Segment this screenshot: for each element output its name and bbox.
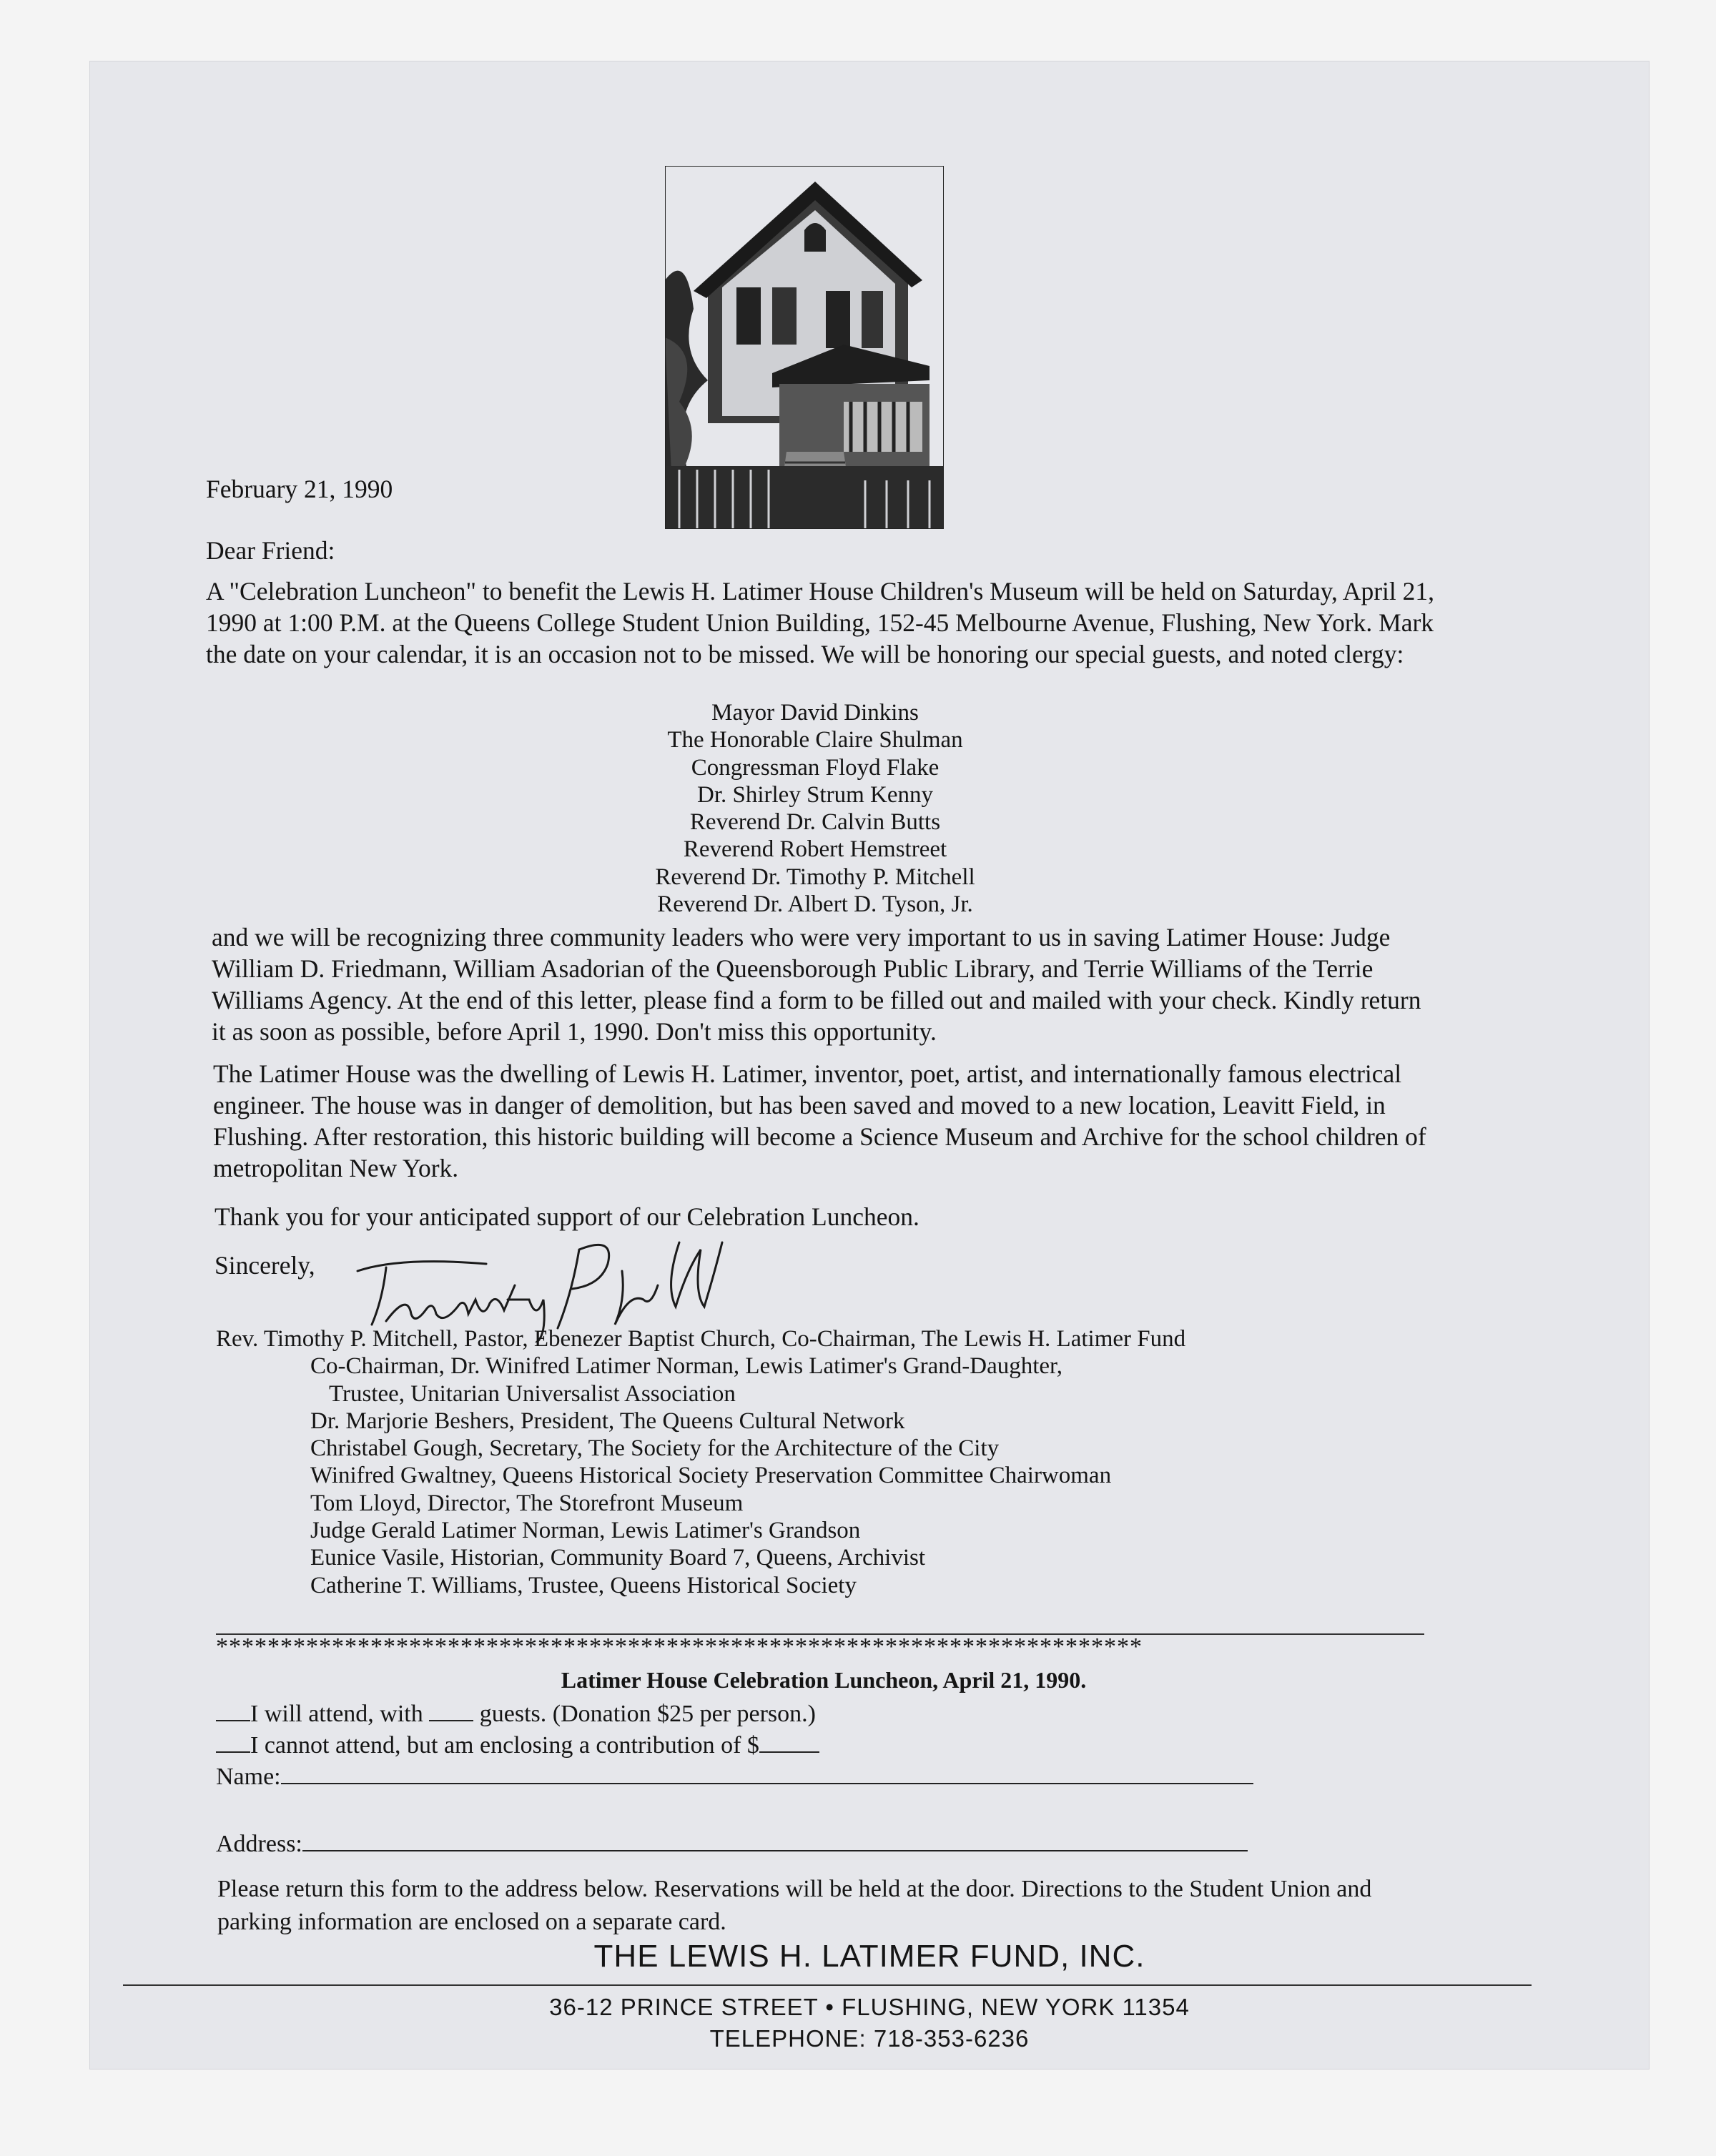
honoree-item: Dr. Shirley Strum Kenny [697, 781, 933, 808]
cannot-attend-checkbox-blank[interactable] [216, 1731, 250, 1753]
honoree-item: Mayor David Dinkins [711, 700, 919, 726]
paragraph-thanks: Thank you for your anticipated support of our Celebration Luncheon. [214, 1202, 919, 1231]
signer-line: Rev. Timothy P. Mitchell, Pastor, Ebenezer Baptist Church, Co-Chairman, The Lewis H. Latimer Fund [216, 1326, 1186, 1352]
honoree-item: Reverend Dr. Calvin Butts [689, 809, 941, 836]
footer-address: 36-12 PRINCE STREET • FLUSHING, NEW YORK 11354 [549, 1994, 1190, 2020]
paragraph-recognition: and we will be recognizing three community leaders who were very important to us in saving Latimer House: Judge William D. Friedmann, William Asadorian of the Queensborough Public Library, and Terrie Williams of the Terrie Williams Agency. At the end of this letter, please find a form to be filled out and mailed with your check. Kindly return it as soon as possible, before April 1, 1990. Don't miss this opportunity. [212, 923, 1421, 1046]
form-title: Latimer House Celebration Luncheon, April 21, 1990. [561, 1667, 1087, 1693]
attend-option[interactable] [216, 1700, 816, 1729]
address-row [216, 1830, 1248, 1859]
address-label: Address: [216, 1831, 302, 1857]
form-instructions: Please return this form to the address below. Reservations will be held at the door. Directions to the Student Union and parking information are enclosed on a separate card. [217, 1876, 1372, 1935]
honoree-item: Reverend Robert Hemstreet [683, 836, 947, 863]
signer-line: Judge Gerald Latimer Norman, Lewis Latimer's Grandson [310, 1518, 861, 1544]
house-illustration [665, 166, 944, 529]
honoree-list [458, 699, 1173, 918]
signer-line: Eunice Vasile, Historian, Community Board 7, Queens, Archivist [310, 1545, 926, 1571]
signer-line: Dr. Marjorie Beshers, President, The Queens Cultural Network [310, 1408, 905, 1434]
paragraph-invitation: A "Celebration Luncheon" to benefit the Lewis H. Latimer House Children's Museum will be held on Saturday, April 21, 1990 at 1:00 P.M. at the Queens College Student Union Building, 152-45 Melbourne Avenue, Flushing, New York. Mark the date on your calendar, it is an occasion not to be missed. We will be honoring our special guests, and noted clergy: [206, 577, 1435, 668]
organization-name: THE LEWIS H. LATIMER FUND, INC. [593, 1939, 1145, 1974]
attend-donation-label: guests. (Donation $25 per person.) [479, 1701, 816, 1727]
footer-contact [90, 1992, 1649, 2054]
closing: Sincerely, [214, 1251, 315, 1280]
honoree-item: Congressman Floyd Flake [691, 754, 940, 781]
honoree-item: Reverend Dr. Albert D. Tyson, Jr. [657, 891, 973, 918]
signer-line: Christabel Gough, Secretary, The Society for the Architecture of the City [310, 1435, 1000, 1462]
signers-list [216, 1325, 1185, 1599]
attend-label: I will attend, with [250, 1701, 423, 1727]
footer-telephone: TELEPHONE: 718-353-6236 [709, 2025, 1030, 2052]
contribution-amount-blank[interactable] [759, 1731, 819, 1753]
star-divider: ************************************************************************ [216, 1634, 1143, 1660]
guest-count-blank[interactable] [429, 1700, 473, 1721]
cannot-attend-option[interactable] [216, 1731, 819, 1760]
signer-line: Co-Chairman, Dr. Winifred Latimer Norman, Lewis Latimer's Grand-Daughter, [310, 1353, 1062, 1380]
name-field[interactable] [281, 1764, 1253, 1784]
attend-checkbox-blank[interactable] [216, 1700, 250, 1721]
honoree-item: The Honorable Claire Shulman [667, 727, 963, 753]
cannot-attend-label: I cannot attend, but am enclosing a contribution of $ [250, 1732, 759, 1759]
signer-line: Winifred Gwaltney, Queens Historical Society Preservation Committee Chairwoman [310, 1463, 1112, 1489]
letter-date: February 21, 1990 [206, 475, 393, 503]
name-label: Name: [216, 1764, 281, 1790]
address-field[interactable] [302, 1831, 1248, 1851]
signer-line: Tom Lloyd, Director, The Storefront Museum [310, 1490, 744, 1516]
paragraph-history: The Latimer House was the dwelling of Lewis H. Latimer, inventor, poet, artist, and internationally famous electrical engineer. The house was in danger of demolition, but has been saved and moved to a new location, Leavitt Field, in Flushing. After restoration, this historic building will become a Science Museum and Archive for the school children of metropolitan New York. [213, 1059, 1426, 1182]
honoree-item: Reverend Dr. Timothy P. Mitchell [655, 864, 975, 890]
name-row [216, 1763, 1253, 1791]
signer-line: Trustee, Unitarian Universalist Association [329, 1380, 736, 1407]
footer-divider [123, 1984, 1532, 1986]
letter-greeting: Dear Friend: [206, 536, 335, 565]
signer-line: Catherine T. Williams, Trustee, Queens Historical Society [310, 1572, 857, 1598]
